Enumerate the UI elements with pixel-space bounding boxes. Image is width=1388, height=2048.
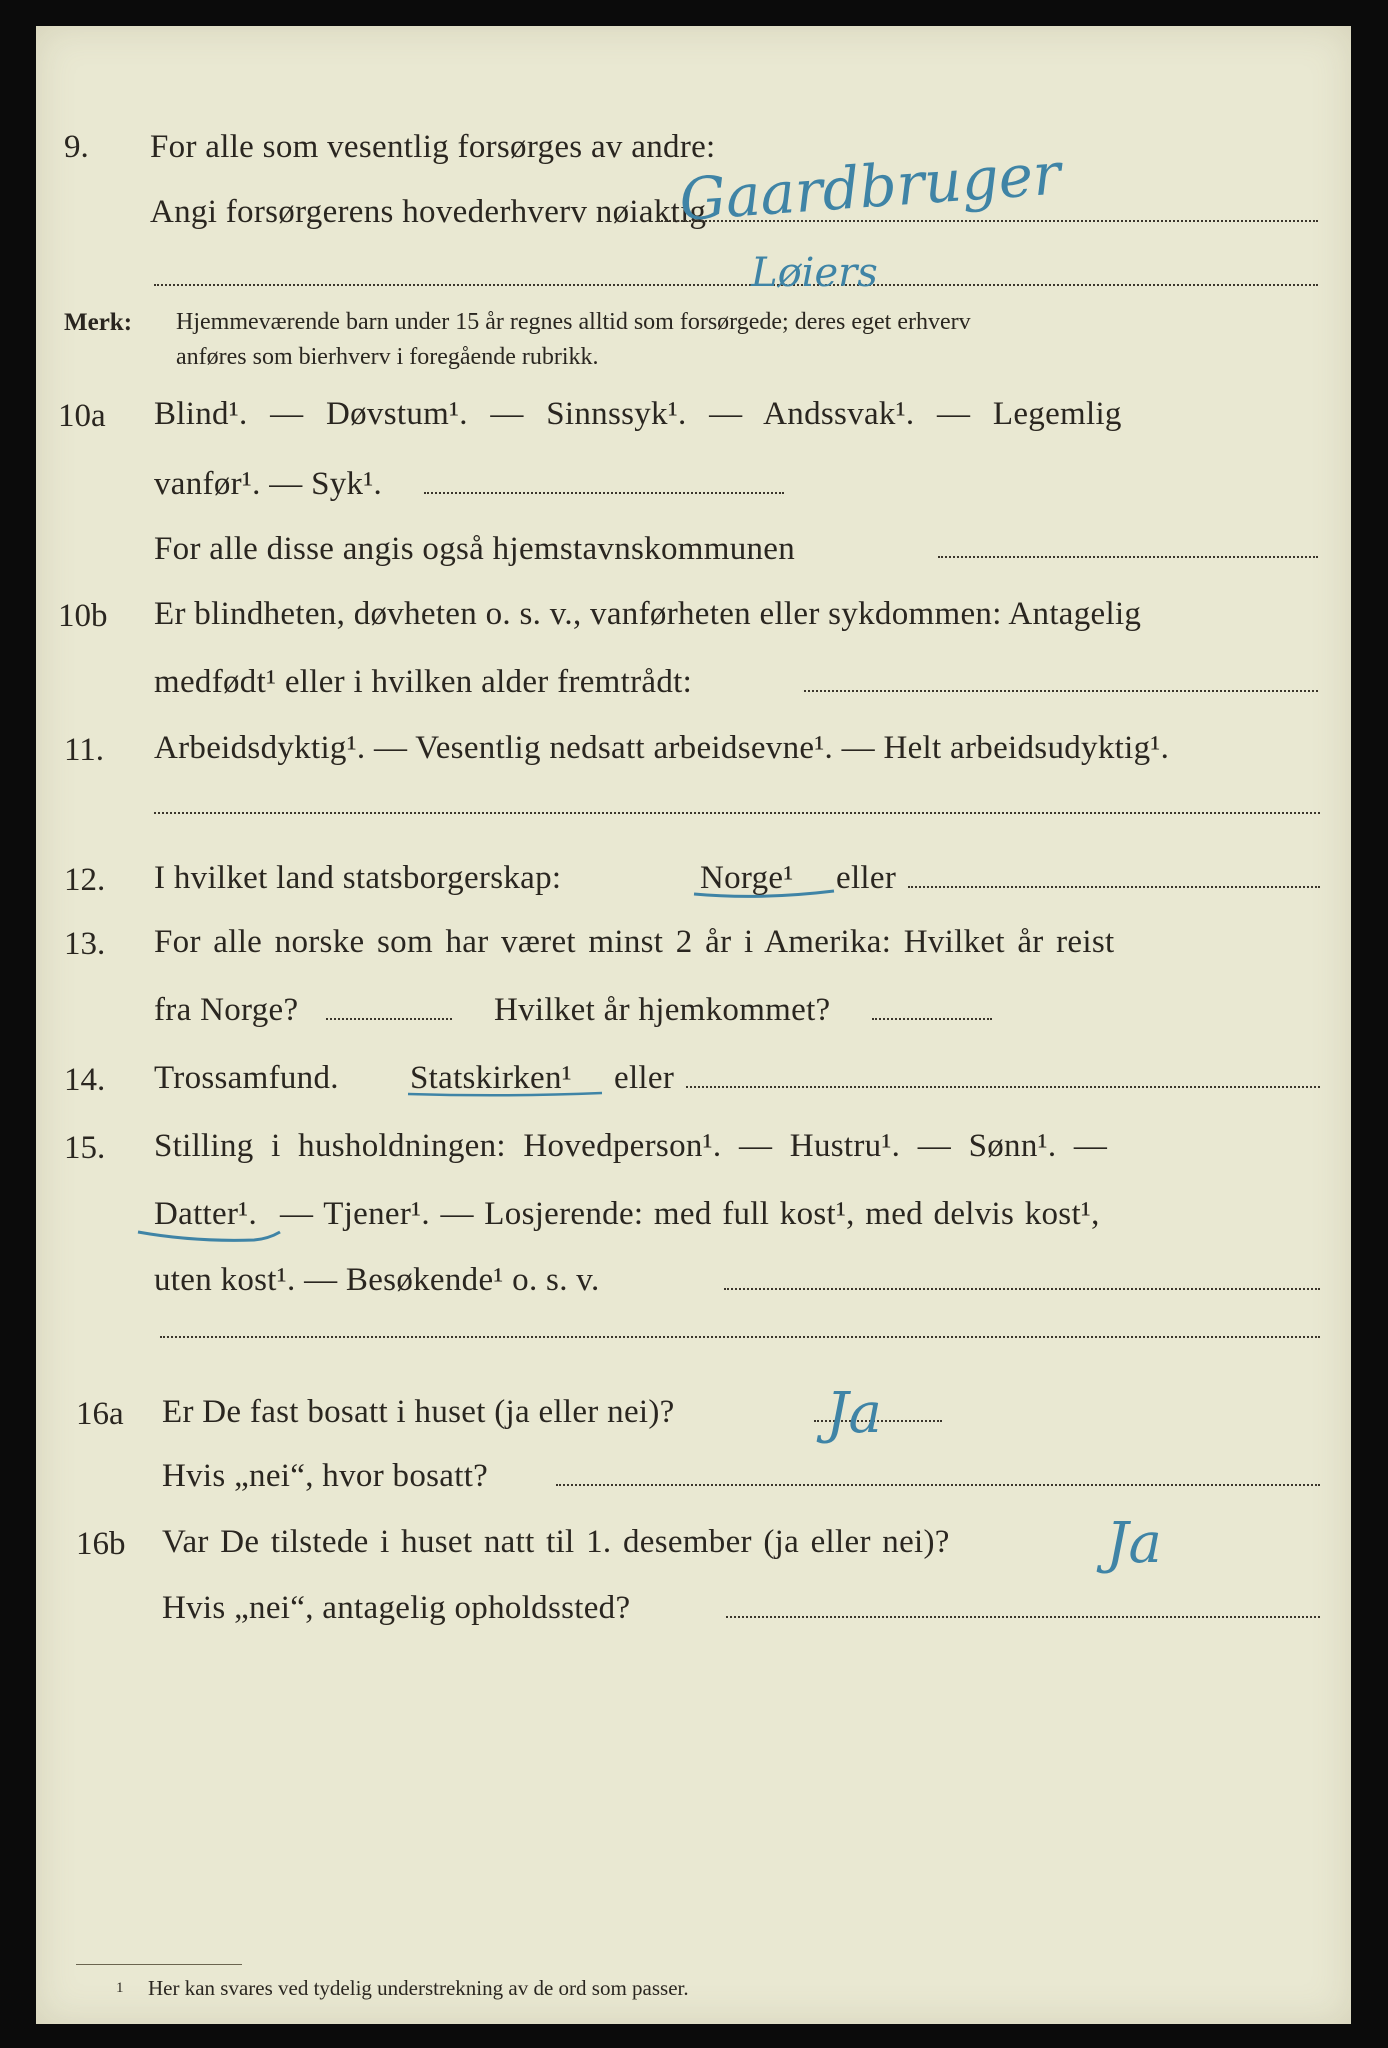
answer-line	[154, 812, 1320, 814]
question-number: 9.	[64, 129, 89, 165]
footnote-rule	[76, 1964, 242, 1965]
answer-line	[686, 1086, 1320, 1088]
question-number: 11.	[64, 732, 105, 768]
answer-line	[908, 886, 1320, 888]
handwritten-answer	[816, 1376, 956, 1466]
option-datter: Datter¹.	[154, 1196, 257, 1232]
answer-line	[938, 556, 1318, 558]
question-number: 15.	[64, 1130, 106, 1166]
note-label: Merk:	[64, 309, 133, 336]
question-text: Hvilket år hjemkommet?	[494, 992, 831, 1028]
question-text: Arbeidsdyktig¹. — Vesentlig nedsatt arbeidsevne¹. — Helt arbeidsudyktig¹.	[154, 730, 1170, 766]
question-text: medfødt¹ eller i hvilken alder fremtrådt:	[154, 664, 693, 700]
question-text: eller	[614, 1060, 675, 1096]
selection-underline	[690, 886, 840, 902]
question-text: Hvis „nei“, hvor bosatt?	[162, 1458, 489, 1494]
question-number: 16a	[76, 1396, 124, 1432]
footnote-mark: 1	[116, 1980, 124, 1996]
question-number: 10a	[58, 398, 106, 434]
question-text: vanfør¹. — Syk¹.	[154, 466, 383, 502]
question-text: Trossamfund.	[154, 1060, 339, 1096]
option-norge: Norge¹	[700, 860, 794, 896]
question-text: Stilling i husholdningen: Hovedperson¹. — Hustru¹. — Sønn¹. —	[154, 1128, 1108, 1164]
svg-text:Løiers: Løiers	[751, 250, 878, 296]
footnote-text: Her kan svares ved tydelig understrekning av de ord som passer.	[148, 1976, 689, 2000]
question-text: uten kost¹. — Besøkende¹ o. s. v.	[154, 1262, 600, 1298]
question-text: Hvis „nei“, antagelig opholdssted?	[162, 1590, 631, 1626]
question-number: 12.	[64, 862, 106, 898]
svg-text:Gaardbruger: Gaardbruger	[677, 139, 1063, 234]
handwritten-answer	[1096, 1506, 1236, 1596]
question-text: eller	[836, 860, 897, 896]
answer-line	[726, 1616, 1320, 1618]
answer-line	[424, 492, 784, 494]
svg-text:Ja: Ja	[1106, 1511, 1162, 1576]
question-text: Er De fast bosatt i huset (ja eller nei)?	[162, 1394, 675, 1430]
question-text: Blind¹. — Døvstum¹. — Sinnssyk¹. — Andssvak¹. — Legemlig	[154, 396, 1122, 432]
question-number: 13.	[64, 926, 106, 962]
census-form-page	[36, 26, 1351, 2024]
answer-line	[556, 1484, 1320, 1486]
question-text: For alle norske som har været minst 2 år i Amerika: Hvilket år reist	[154, 924, 1115, 960]
question-number: 10b	[58, 598, 108, 634]
question-text: Er blindheten, døvheten o. s. v., vanførheten eller sykdommen: Antagelig	[154, 596, 1142, 632]
note-text: Hjemmeværende barn under 15 år regnes alltid som forsørgede; deres eget erhverv	[176, 309, 971, 335]
selection-underline	[406, 1088, 606, 1102]
question-text: I hvilket land statsborgerskap:	[154, 860, 562, 896]
question-text: fra Norge?	[154, 992, 299, 1028]
answer-line	[160, 1336, 1320, 1338]
question-text: Angi forsørgerens hovederhverv nøiaktig	[150, 194, 707, 230]
option-statskirken: Statskirken¹	[410, 1060, 572, 1096]
svg-text:Ja: Ja	[826, 1381, 882, 1446]
selection-underline	[134, 1226, 284, 1250]
question-text: For alle disse angis også hjemstavnskommunen	[154, 531, 796, 567]
answer-line	[724, 1288, 1320, 1290]
answer-line	[804, 690, 1318, 692]
question-number: 14.	[64, 1062, 106, 1098]
question-number: 16b	[76, 1526, 126, 1562]
note-text: anføres som bierhverv i foregående rubrikk.	[176, 344, 599, 370]
handwritten-answer	[656, 139, 1336, 296]
question-text: For alle som vesentlig forsørges av andre:	[150, 129, 716, 165]
answer-line	[326, 1018, 452, 1020]
answer-line	[872, 1018, 992, 1020]
question-text: Var De tilstede i huset natt til 1. desember (ja eller nei)?	[162, 1524, 950, 1560]
question-text: — Tjener¹. — Losjerende: med full kost¹, med delvis kost¹,	[280, 1196, 1100, 1232]
